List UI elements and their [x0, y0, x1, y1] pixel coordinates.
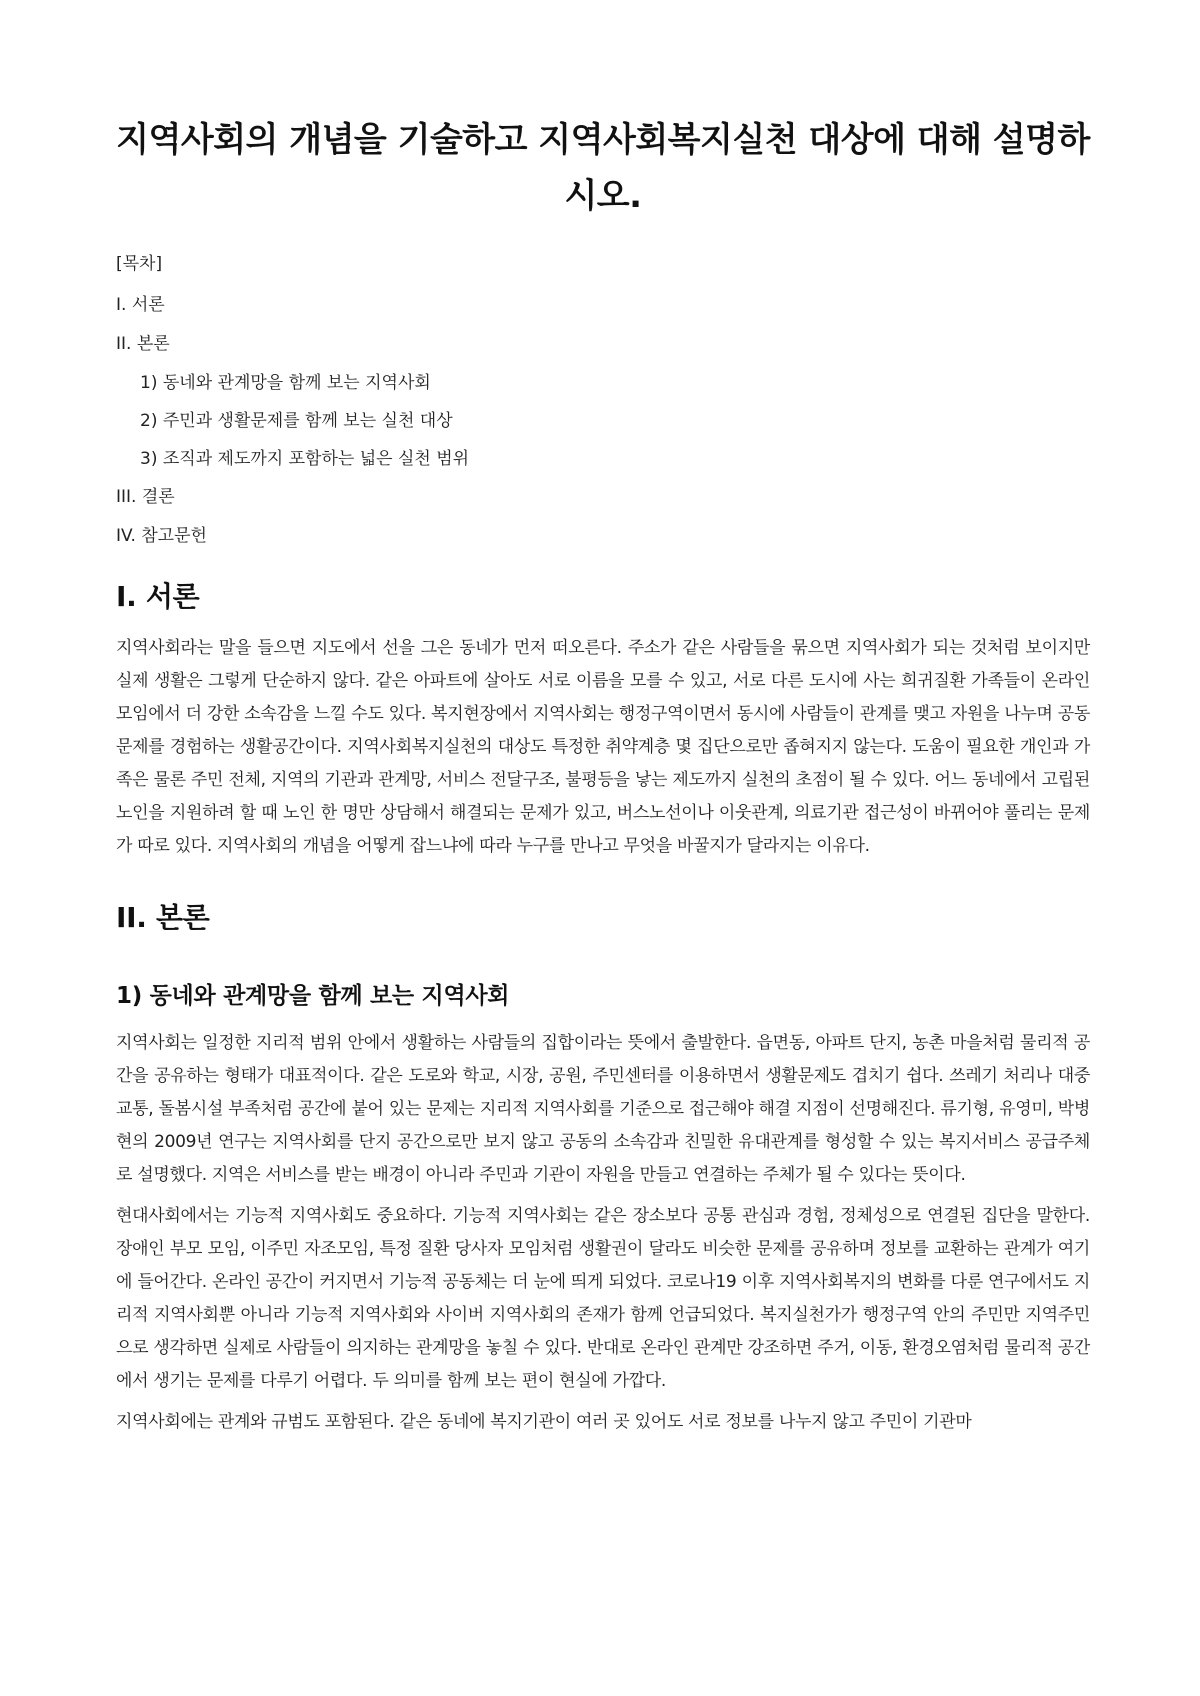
body-section: [116, 899, 1090, 1439]
toc-item-introduction: I. 서론: [116, 295, 165, 315]
page-title: 지역사회의 개념을 기술하고 지역사회복지실천 대상에 대해 설명하시오.: [116, 120, 1090, 216]
subsection-spacer: [116, 953, 1090, 979]
subsection-1-paragraph-1: 지역사회는 일정한 지리적 범위 안에서 생활하는 사람들의 집합이라는 뜻에서 출발한다. 읍면동, 아파트 단지, 농촌 마을처럼 물리적 공간을 공유하는 형태가 대표적이다. 같은 도로와 학교, 시장, 공원, 주민센터를 이용하면서 생활문제도 겹치기 쉽다. 쓰레기 처리나 대중교통, 돌봄시설 부족처럼 공간에 붙어 있는 문제는 지리적 지역사회를 기준으로 접근해야 해결 지점이 선명해진다. 류기형, 유영미, 박병현의 2009년 연구는 지역사회를 단지 공간으로만 보지 않고 공동의 소속감과 친밀한 유대관계를 형성할 수 있는 복지서비스 공급주체로 설명했다. 지역은 서비스를 받는 배경이 아니라 주민과 기관이 자원을 만들고 연결하는 주체가 될 수 있다는 뜻이다.: [116, 1033, 1090, 1185]
introduction-paragraph: 지역사회라는 말을 들으면 지도에서 선을 그은 동네가 먼저 떠오른다. 주소가 같은 사람들을 묶으면 지역사회가 되는 것처럼 보이지만 실제 생활은 그렇게 단순하지 않다. 같은 아파트에 살아도 서로 이름을 모를 수 있고, 서로 다른 도시에 사는 희귀질환 가족들이 온라인 모임에서 더 강한 소속감을 느낄 수도 있다. 복지현장에서 지역사회는 행정구역이면서 동시에 사람들이 관계를 맺고 자원을 나누며 공동 문제를 경험하는 생활공간이다. 지역사회복지실천의 대상도 특정한 취약계층 몇 집단으로만 좁혀지지 않는다. 도움이 필요한 개인과 가족은 물론 주민 전체, 지역의 기관과 관계망, 서비스 전달구조, 불평등을 낳는 제도까지 실천의 초점이 될 수 있다. 어느 동네에서 고립된 노인을 지원하려 할 때 노인 한 명만 상담해서 해결되는 문제가 있고, 버스노선이나 이웃관계, 의료기관 접근성이 바뀌어야 풀리는 문제가 따로 있다. 지역사회의 개념을 어떻게 잡느냐에 따라 누구를 만나고 무엇을 바꿀지가 달라지는 이유다.: [116, 638, 1090, 856]
toc-item-body: II. 본론: [116, 334, 170, 354]
introduction-heading: I. 서론: [116, 580, 200, 613]
toc-subitem-1: 1) 동네와 관계망을 함께 보는 지역사회: [140, 373, 431, 393]
subsection-1-paragraph-3: 지역사회에는 관계와 규범도 포함된다. 같은 동네에 복지기관이 여러 곳 있어도 서로 정보를 나누지 않고 주민이 기관마: [116, 1412, 972, 1432]
table-of-contents: [116, 252, 1090, 548]
toc-item-references: IV. 참고문헌: [116, 526, 207, 546]
introduction-section: [116, 578, 1090, 863]
toc-subitem-2: 2) 주민과 생활문제를 함께 보는 실천 대상: [140, 411, 453, 431]
section-spacer: [116, 871, 1090, 899]
toc-label: [목차]: [116, 254, 163, 274]
toc-item-conclusion: III. 결론: [116, 487, 175, 507]
subsection-1-paragraph-2: 현대사회에서는 기능적 지역사회도 중요하다. 기능적 지역사회는 같은 장소보다 공통 관심과 경험, 정체성으로 연결된 집단을 말한다. 장애인 부모 모임, 이주민 자조모임, 특정 질환 당사자 모임처럼 생활권이 달라도 비슷한 문제를 공유하며 정보를 교환하는 관계가 여기에 들어간다. 온라인 공간이 커지면서 기능적 공동체는 더 눈에 띄게 되었다. 코로나19 이후 지역사회복지의 변화를 다룬 연구에서도 지리적 지역사회뿐 아니라 기능적 지역사회와 사이버 지역사회의 존재가 함께 언급되었다. 복지실천가가 행정구역 안의 주민만 지역주민으로 생각하면 실제로 사람들이 의지하는 관계망을 놓칠 수 있다. 반대로 온라인 관계만 강조하면 주거, 이동, 환경오염처럼 물리적 공간에서 생기는 문제를 다루기 어렵다. 두 의미를 함께 보는 편이 현실에 가깝다.: [116, 1206, 1090, 1391]
toc-subitem-3: 3) 조직과 제도까지 포함하는 넓은 실천 범위: [140, 449, 470, 469]
body-heading: II. 본론: [116, 901, 210, 934]
subsection-1-heading: 1) 동네와 관계망을 함께 보는 지역사회: [116, 983, 510, 1009]
subsection-1: [116, 979, 1090, 1439]
